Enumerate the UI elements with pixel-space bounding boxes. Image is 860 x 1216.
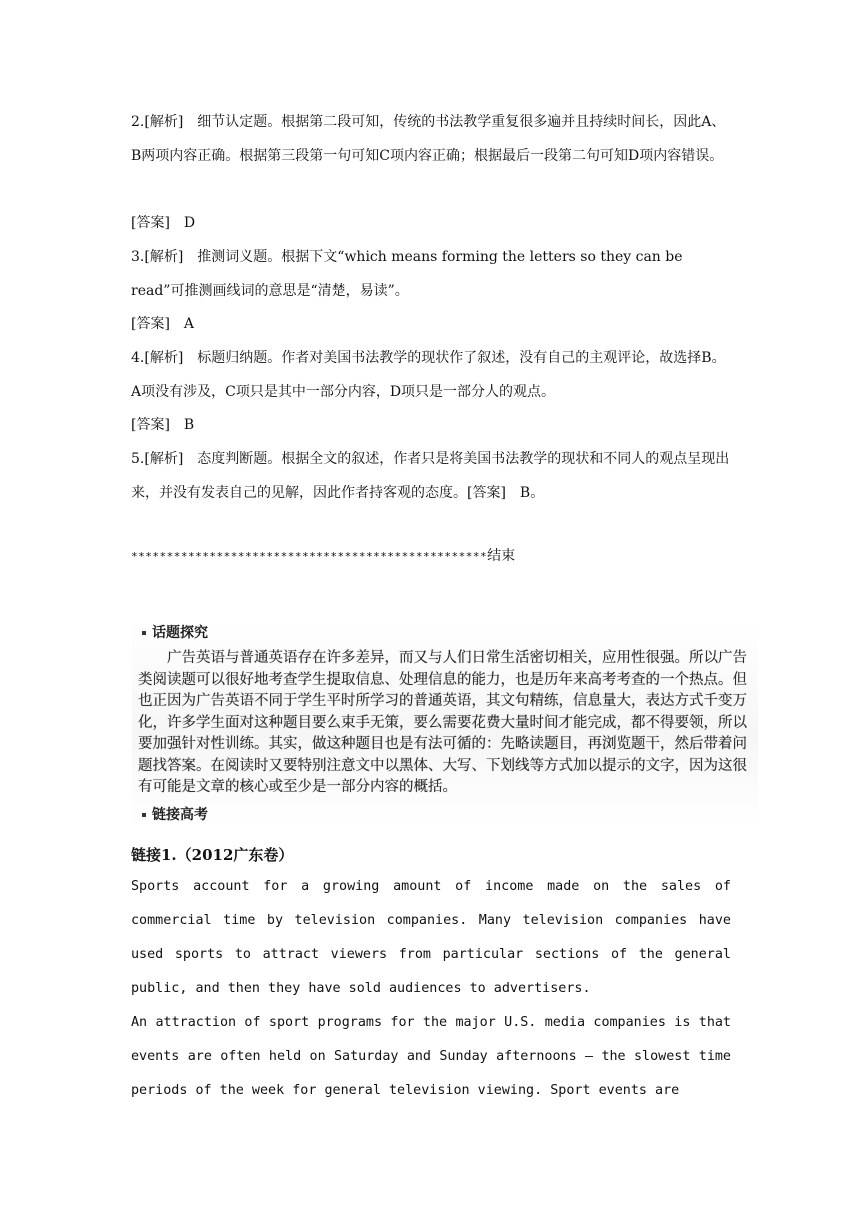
separator-stars: ************************************************** bbox=[131, 550, 488, 563]
passage-paragraph-1: Sports account for a growing amount of income made on the sales of commercial time by television companies. Many television companies have used sports to attract viewers from particular sections of the general public, and then they have sold audiences to advertisers. bbox=[131, 879, 731, 996]
q2-answer: [答案] D bbox=[131, 215, 196, 231]
separator-end-label: 结束 bbox=[487, 548, 516, 564]
topic-paragraph: 广告英语与普通英语存在许多差异，而又与人们日常生活密切相关，应用性很强。所以广告类阅读题可以很好地考查学生提取信息、处理信息的能力，也是历年来高考考查的一个热点。但也正因为广告英语不同于学生平时所学习的普通英语，其文句精练，信息量大，表达方式千变万化，许多学生面对这种题目要么束手无策，要么需要花费大量时间才能完成，都不得要领，所以要加强针对性训练。其实，做这种题目也是有法可循的：先略读题目，再浏览题干，然后带着问题找答案。在阅读时又要特别注意文中以黑体、大写、下划线等方式加以提示的文字，因为这很有可能是文章的核心或至少是一部分内容的概括。 bbox=[138, 650, 747, 795]
passage-paragraph-2: An attraction of sport programs for the major U.S. media companies is that events are often held on Saturday and Sunday afternoons – the slowest time periods of the week for general television viewing. Sport events are bbox=[131, 1015, 731, 1098]
q3-analysis: 3.[解析] 推测词义题。根据下文“which means forming the letters so they can be read”可推测画线词的意思是“清楚，易读”。 bbox=[131, 249, 683, 299]
topic-heading bbox=[142, 622, 208, 642]
topic-heading-label: 话题探究 bbox=[152, 625, 208, 641]
q4-answer: [答案] B bbox=[131, 417, 195, 433]
square-bullet-icon bbox=[142, 631, 146, 635]
q3-answer: [答案] A bbox=[131, 316, 195, 332]
topic-exploration-image bbox=[132, 620, 758, 828]
q5-analysis: 5.[解析] 态度判断题。根据全文的叙述，作者只是将美国书法教学的现状和不同人的观点呈现出来，并没有发表自己的见解，因此作者持客观的态度。[答案] B。 bbox=[131, 451, 730, 501]
end-separator bbox=[131, 545, 515, 565]
q2-analysis: 2.[解析] 细节认定题。根据第二段可知，传统的书法教学重复很多遍并且持续时间长，因此A、B两项内容正确。根据第三段第一句可知C项内容正确；根据最后一段第二句可知D项内容错误。 bbox=[131, 114, 726, 164]
link-exam-heading-label: 链接高考 bbox=[152, 807, 208, 823]
passage-title: 链接1.（2012广东卷） bbox=[131, 846, 294, 864]
square-bullet-icon bbox=[142, 813, 146, 817]
q4-analysis: 4.[解析] 标题归纳题。作者对美国书法教学的现状作了叙述，没有自己的主观评论，故选择B。A项没有涉及，C项只是其中一部分内容，D项只是一部分人的观点。 bbox=[131, 350, 726, 400]
link-exam-heading bbox=[142, 804, 208, 824]
